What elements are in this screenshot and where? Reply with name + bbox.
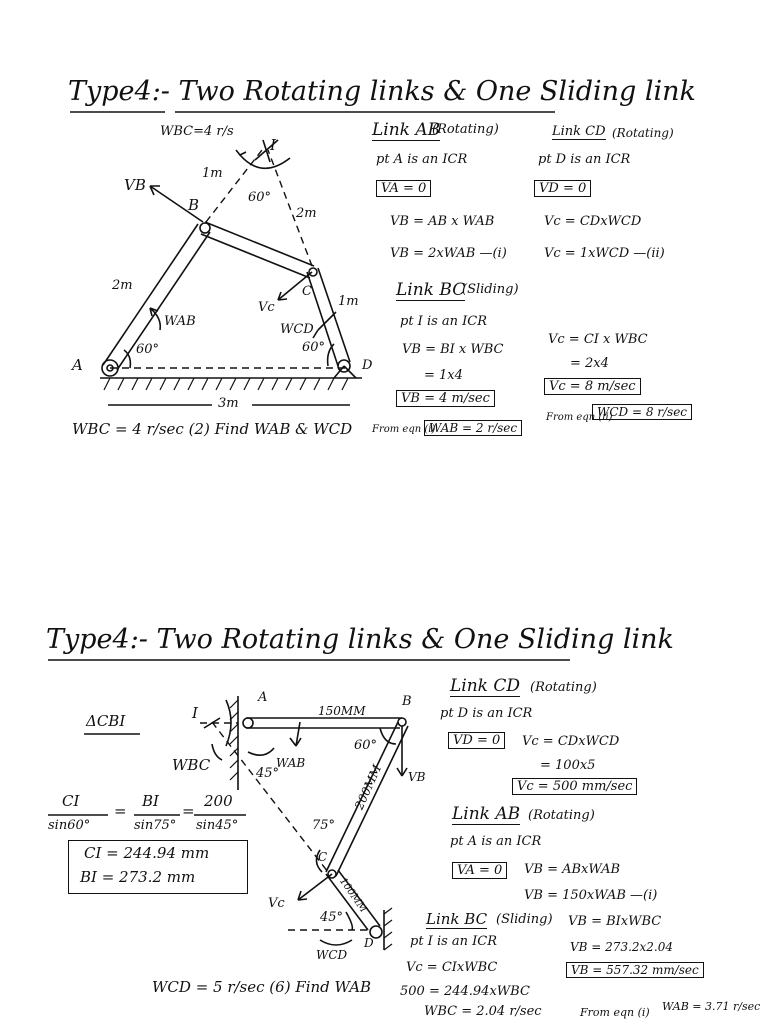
p1-linkcd-icr: pt D is an ICR [538,152,631,167]
p1-linkcd-vc1: Vc = CDxWCD [544,214,642,229]
p2-label-vc: Vc [268,896,285,911]
p1-label-a: A [72,356,83,374]
p2-len-ab: 150MM [318,704,366,718]
p1-len-ad: 3m [218,396,239,411]
p1-linkbc-type: (Sliding) [462,282,519,297]
p1-result-wab: WAB = 2 r/sec [424,420,522,436]
p2-linkbc-vb1: VB = BIxWBC [568,914,662,929]
p2-eq2: = [182,802,195,820]
p1-label-b: B [188,196,200,214]
p1-linkbc-vc1: Vc = CI x WBC [548,332,648,347]
p1-label-c: C [302,284,312,299]
p2-label-d: D [364,936,374,950]
p1-linkcd-vc2: Vc = 1xWCD —(ii) [544,246,665,261]
p1-len-ci: 2m [296,206,317,221]
p2-linkbc-vb3: VB = 557.32 mm/sec [566,962,704,978]
p2-eq1: = [114,802,127,820]
p2-len-cd: 100MM [336,876,369,915]
p1-len-ab: 2m [112,278,133,293]
p2-sine-d3: sin45° [196,818,239,833]
p2-w-ab: WAB [276,756,306,770]
p1-w-ab: WAB [164,314,196,329]
p1-linkab-icr: pt A is an ICR [376,152,468,167]
p2-linkab-icr: pt A is an ICR [450,834,542,849]
p1-linkbc-vc3: Vc = 8 m/sec [544,378,641,395]
p2-sine-n3: 200 [204,792,233,810]
p2-linkcd-vc3: Vc = 500 mm/sec [512,778,637,795]
p2-linkcd-vc1: Vc = CDxWCD [522,734,620,749]
p2-bi: BI = 273.2 mm [80,868,196,886]
p2-linkbc-vc2: 500 = 244.94xWBC [400,984,530,999]
p1-len-cd: 1m [338,294,359,309]
p2-angle-d: 45° [320,910,344,925]
p1-linkab-va: VA = 0 [376,180,431,197]
problem1-title: Type4:- Two Rotating links & One Sliding link [68,76,696,107]
p2-linkbc-icr: pt I is an ICR [410,934,498,949]
p2-linkbc-heading: Link BC [426,910,488,928]
p1-linkcd-heading: Link CD [552,124,606,139]
p1-from-eq1: From eqn (i) [372,424,436,435]
p1-from-eq2: From eqn (ii) [546,412,613,423]
p1-linkbc-icr: pt I is an ICR [400,314,488,329]
p2-linkab-va: VA = 0 [452,862,507,879]
p1-linkcd-vd: VD = 0 [534,180,591,197]
p2-linkab-type: (Rotating) [528,808,595,823]
p2-given: WCD = 5 r/sec (6) Find WAB [152,978,372,996]
p1-result-wcd: WCD = 8 r/sec [592,404,692,420]
p1-label-wbc: WBC=4 r/s [160,124,234,139]
p2-label-i: I [192,704,198,722]
p2-linkbc-type: (Sliding) [496,912,553,927]
p2-label-b: B [402,694,412,709]
p1-label-d: D [362,358,373,373]
p1-w-cd: WCD [280,322,314,337]
p1-linkbc-heading: Link BC [396,280,466,300]
p2-linkab-heading: Link AB [452,804,521,824]
p2-w-cd: WCD [316,948,348,962]
p2-label-a: A [258,690,268,705]
p2-linkbc-wbc: WBC = 2.04 r/sec [424,1004,542,1019]
p2-linkcd-vc2: = 100x5 [540,758,596,773]
p2-linkbc-from: From eqn (i) [580,1006,650,1019]
p2-linkbc-result: WAB = 3.71 r/sec [662,1000,761,1013]
p1-linkab-vb2: VB = 2xWAB —(i) [390,246,507,261]
p1-linkab-type: (Rotating) [432,122,499,137]
p2-w-bc: WBC [172,756,211,774]
p1-label-vb: VB [124,176,146,194]
p1-given: WBC = 4 r/sec (2) Find WAB & WCD [72,420,353,438]
p1-label-i: I [270,136,276,154]
p1-linkbc-vb2: = 1x4 [424,368,463,383]
p2-linkcd-type: (Rotating) [530,680,597,695]
p1-angle-a: 60° [136,342,160,357]
p2-ci: CI = 244.94 mm [84,844,210,862]
p1-linkbc-vb3: VB = 4 m/sec [396,390,495,407]
p2-len-bc: 200MM [352,762,385,812]
p1-angle-d: 60° [302,340,326,355]
p2-angle-c: 75° [312,818,336,833]
p1-linkab-heading: Link AB [372,120,441,140]
p2-linkbc-vb2: VB = 273.2x2.04 [570,940,674,954]
p2-triangle: ΔCBI [86,712,126,730]
p2-linkcd-heading: Link CD [450,676,521,696]
p2-sine-d2: sin75° [134,818,177,833]
p2-linkab-vb2: VB = 150xWAB —(i) [524,888,658,903]
p2-linkcd-icr: pt D is an ICR [440,706,533,721]
p2-label-vb: VB [408,770,426,784]
p2-angle-a: 45° [256,766,280,781]
p2-sine-n2: BI [142,792,159,810]
ground-hatching [104,378,348,390]
p1-label-vc: Vc [258,300,275,315]
p2-linkcd-vd: VD = 0 [448,732,505,749]
p2-linkab-vb1: VB = ABxWAB [524,862,621,877]
p2-sine-d1: sin60° [48,818,91,833]
p2-linkbc-vc1: Vc = CIxWBC [406,960,498,975]
p1-len-bi: 1m [202,166,223,181]
p2-sine-n1: CI [62,792,80,810]
p1-linkbc-vc2: = 2x4 [570,356,609,371]
p1-linkcd-type: (Rotating) [612,126,674,140]
p1-linkab-vb1: VB = AB x WAB [390,214,495,229]
p2-angle-b: 60° [354,738,378,753]
p1-linkbc-vb1: VB = BI x WBC [402,342,504,357]
problem2-title: Type4:- Two Rotating links & One Sliding link [46,624,674,655]
p2-label-c: C [318,850,328,864]
p1-angle-top: 60° [248,190,272,205]
